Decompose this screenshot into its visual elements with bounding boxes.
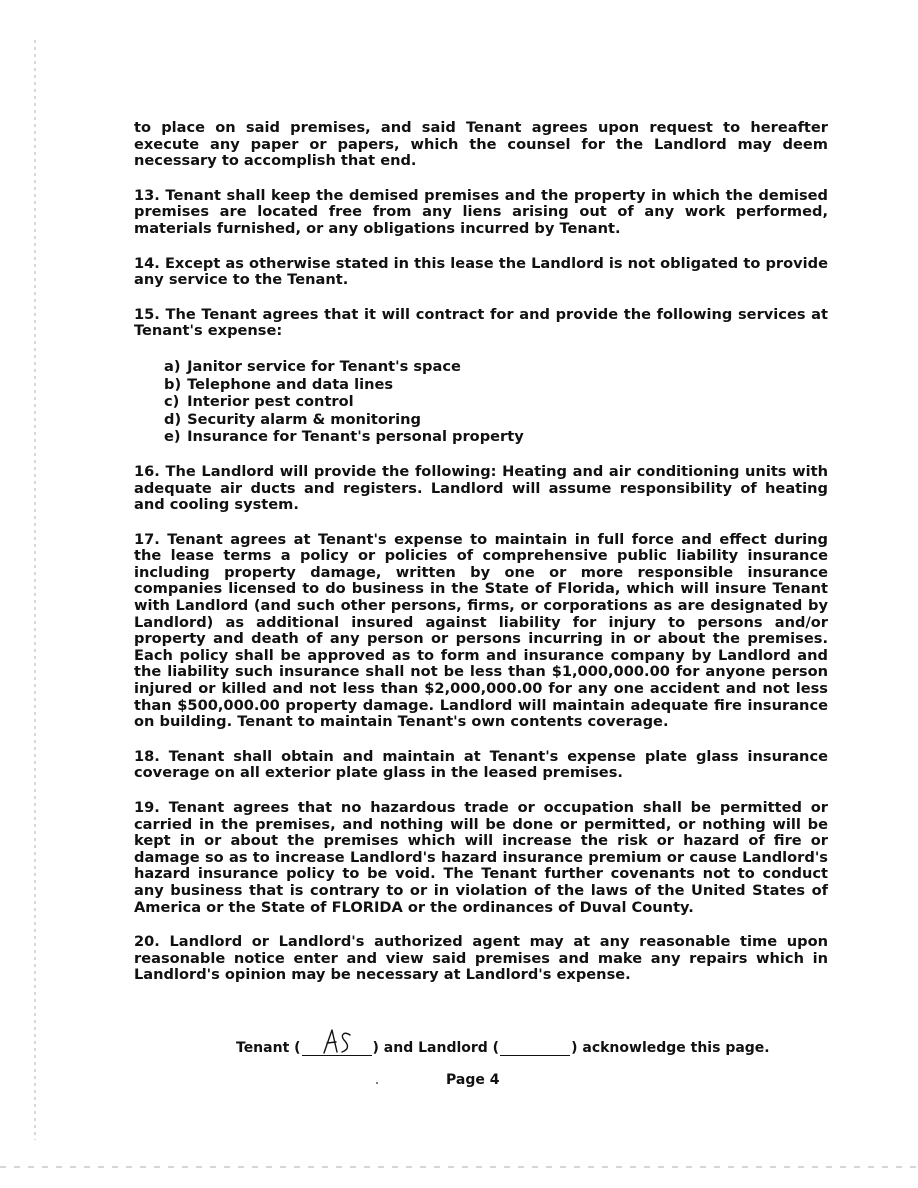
list-item-letter: a) [164, 357, 181, 375]
paragraph-13: 13. Tenant shall keep the demised premises and the property in which the demised premises are located free from any liens arising out of any work performed, materials furnished, or any obligations incurred by Tenant. [134, 186, 828, 237]
paragraph-12-continued: to place on said premises, and said Tenant agrees upon request to hereafter execute any paper or papers, which the counsel for the Landlord may deem necessary to accomplish that end. [134, 119, 828, 170]
scan-speck [376, 1082, 378, 1084]
list-item [164, 393, 828, 411]
list-item-letter: d) [164, 410, 182, 428]
services-list [164, 358, 828, 446]
page-number: Page 4 [446, 1072, 500, 1088]
list-item-text: Security alarm & monitoring [187, 410, 421, 428]
paragraph-19: 19. Tenant agrees that no hazardous trade or occupation shall be permitted or carried in the premises, and nothing will be done or permitted, or nothing will be kept in or about the premises which will increase the risk or hazard of fire or damage so as to increase Landlord's hazard insurance premium or cause Landlord's hazard insurance policy to be void. The Tenant further covenants not to conduct any business that is contrary to or in violation of the laws of the United States of America or the State of FLORIDA or the ordinances of Duval County. [134, 799, 828, 916]
paragraph-14: 14. Except as otherwise stated in this lease the Landlord is not obligated to provide any service to the Tenant. [134, 254, 828, 289]
list-item-letter: c) [164, 393, 180, 411]
landlord-initials-field [500, 1041, 570, 1056]
document-body [134, 120, 828, 1002]
list-item [164, 428, 828, 446]
list-item-text: Insurance for Tenant's personal property [187, 428, 524, 446]
paragraph-17: 17. Tenant agrees at Tenant's expense to maintain in full force and effect during the lease terms a policy or policies of comprehensive public liability insurance including property damage, written by one or more responsible insurance companies licensed to do business in the State of Florida, which will insure Tenant with Landlord (and such other persons, firms, or corporations as are designated by Landlord) as additional insured against liability for injury to persons and/or property and death of any person or persons incurring in or about the premises. Each policy shall be approved as to form and insurance company by Landlord and the liability such insurance shall not be less than $1,000,000.00 for anyone person injured or killed and not less than $2,000,000.00 for any one accident and not less than $500,000.00 property damage. Landlord will maintain adequate fire insurance on building. Tenant to maintain Tenant's own contents coverage. [134, 530, 828, 731]
list-item [164, 376, 828, 394]
tenant-initials-field [302, 1041, 372, 1056]
list-item-text: Interior pest control [187, 393, 354, 411]
list-item-letter: e) [164, 428, 181, 446]
list-item-text: Telephone and data lines [187, 375, 394, 393]
acknowledgement-line [236, 1040, 770, 1056]
scan-left-edge [34, 40, 36, 1140]
list-item-letter: b) [164, 375, 182, 393]
ack-landlord-label: ) and Landlord ( [372, 1040, 500, 1056]
paragraph-15: 15. The Tenant agrees that it will contract for and provide the following services at Tenant's expense: [134, 305, 828, 340]
scan-bottom-edge [0, 1166, 918, 1168]
ack-tenant-label: Tenant ( [236, 1040, 301, 1056]
paragraph-20: 20. Landlord or Landlord's authorized agent may at any reasonable time upon reasonable notice enter and view said premises and make any repairs which in Landlord's opinion may be necessary at Landlord's expense. [134, 933, 828, 984]
paragraph-18: 18. Tenant shall obtain and maintain at Tenant's expense plate glass insurance coverage on all exterior plate glass in the leased premises. [134, 747, 828, 782]
tenant-initials-signature [320, 1027, 356, 1057]
ack-suffix: ) acknowledge this page. [571, 1040, 770, 1056]
list-item-text: Janitor service for Tenant's space [187, 357, 461, 375]
paragraph-16: 16. The Landlord will provide the following: Heating and air conditioning units with adequate air ducts and registers. Landlord will assume responsibility of heating and cooling system. [134, 462, 828, 514]
list-item [164, 411, 828, 429]
list-item [164, 358, 828, 376]
